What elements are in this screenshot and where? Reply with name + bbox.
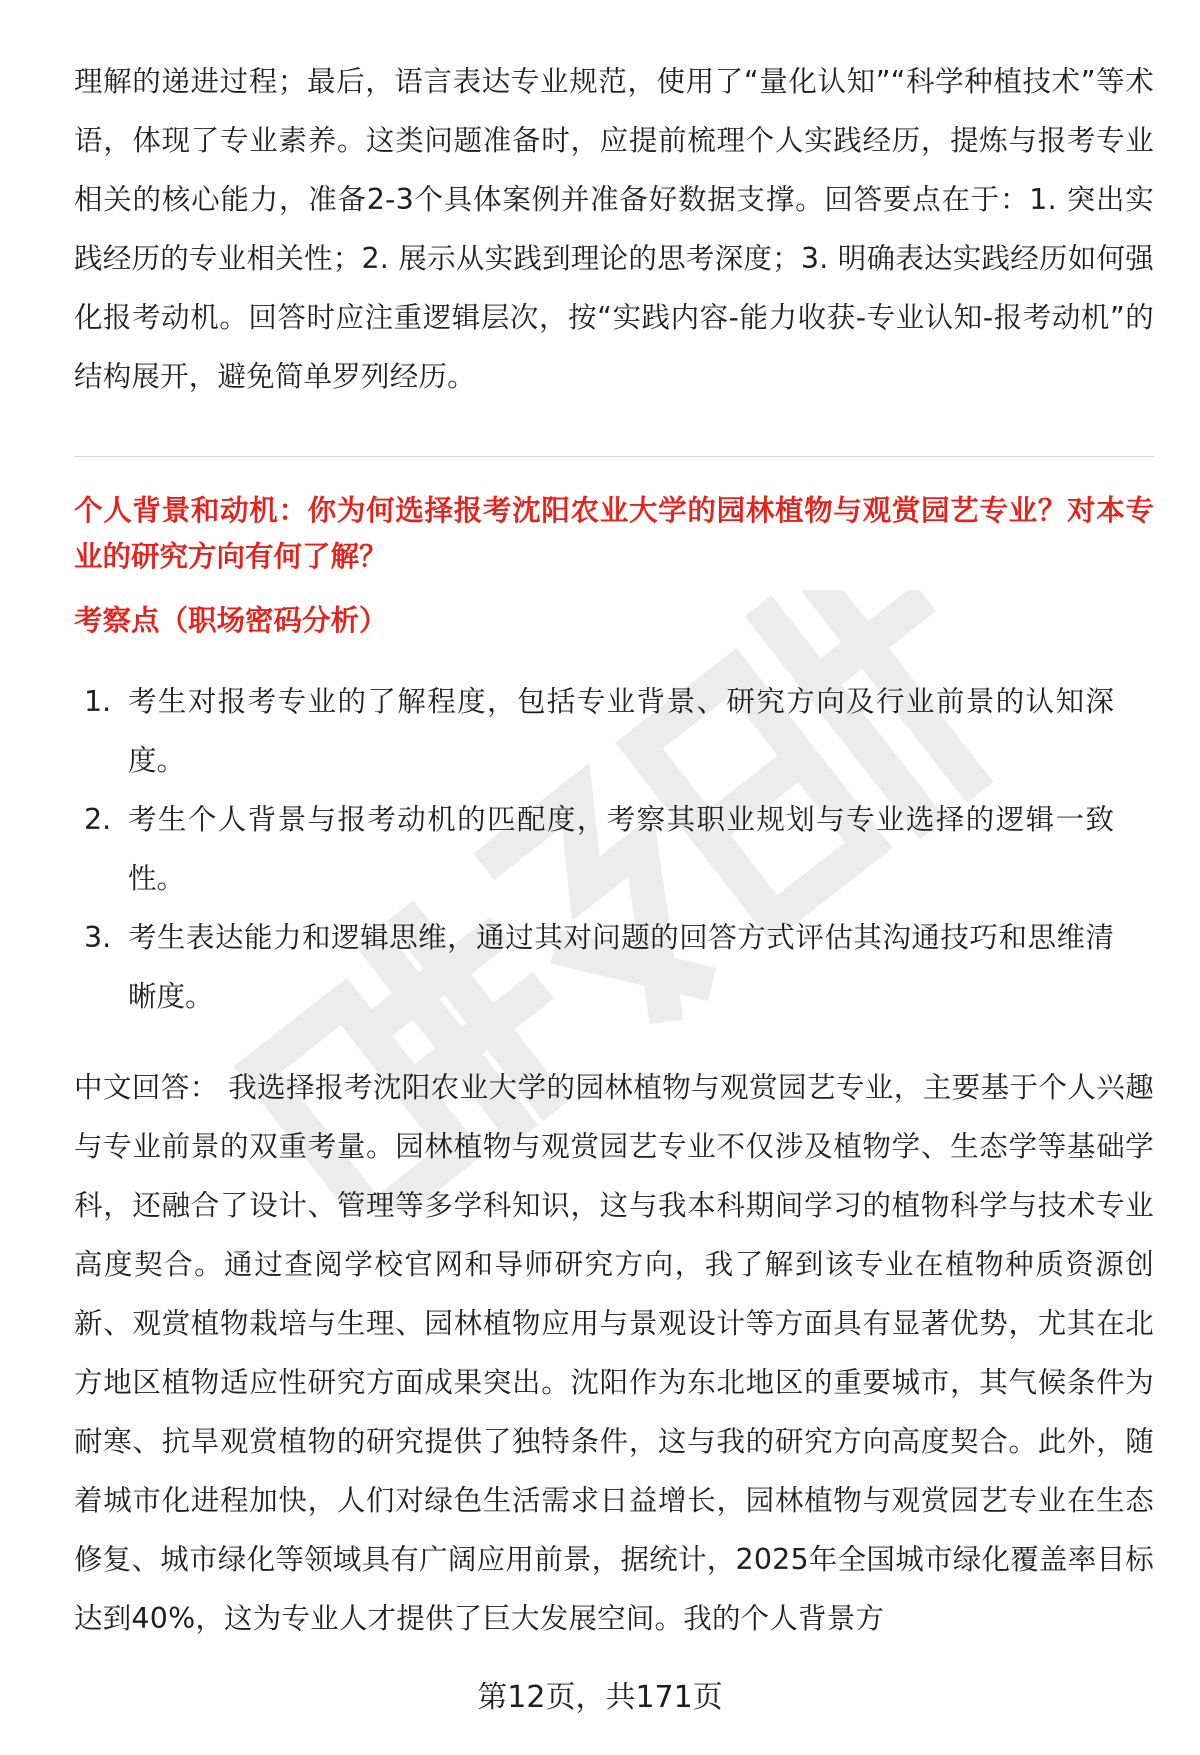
list-item [74, 790, 1114, 908]
list-item [74, 672, 1114, 790]
list-item-text: 考生对报考专业的了解程度，包括专业背景、研究方向及行业前景的认知深度。 [128, 685, 1114, 777]
question-heading: 个人背景和动机：你为何选择报考沈阳农业大学的园林植物与观赏园艺专业？对本专业的研究方向有何了解？ [74, 494, 1154, 573]
answer-paragraph: 中文回答： 我选择报考沈阳农业大学的园林植物与观赏园艺专业，主要基于个人兴趣与专业前景的双重考量。园林植物与观赏园艺专业不仅涉及植物学、生态学等基础学科，还融合了设计、管理等多学科知识，这与我本科期间学习的植物科学与技术专业高度契合。通过查阅学校官网和导师研究方向，我了解到该专业在植物种质资源创新、观赏植物栽培与生理、园林植物应用与景观设计等方面具有显著优势，尤其在北方地区植物适应性研究方面成果突出。沈阳作为东北地区的重要城市，其气候条件为耐寒、抗旱观赏植物的研究提供了独特条件，这与我的研究方向高度契合。此外，随着城市化进程加快，人们对绿色生活需求日益增长，园林植物与观赏园艺专业在生态修复、城市绿化等领域具有广阔应用前景，据统计，2025年全国城市绿化覆盖率目标达到40%，这为专业人才提供了巨大发展空间。我的个人背景方 [74, 1071, 1154, 1635]
document-page [74, 0, 1154, 1755]
list-item-text: 考生个人背景与报考动机的匹配度，考察其职业规划与专业选择的逻辑一致性。 [128, 803, 1114, 895]
intro-paragraph: 理解的递进过程；最后，语言表达专业规范，使用了“量化认知”“科学种植技术”等术语，体现了专业素养。这类问题准备时，应提前梳理个人实践经历，提炼与报考专业相关的核心能力，准备2-3个具体案例并准备好数据支撑。回答要点在于：1. 突出实践经历的专业相关性；2. 展示从实践到理论的思考深度；3. 明确表达实践经历如何强化报考动机。回答时应注重逻辑层次，按“实践内容-能力收获-专业认知-报考动机”的结构展开，避免简单罗列经历。 [74, 65, 1154, 393]
examination-points-list [74, 672, 1114, 1026]
list-item-number: 1. [84, 685, 112, 718]
examination-heading: 考察点（职场密码分析） [74, 604, 388, 637]
list-item [74, 908, 1114, 1026]
page-footer: 第12页，共171页 [477, 1680, 723, 1715]
list-item-text: 考生表达能力和逻辑思维，通过其对问题的回答方式评估其沟通技巧和思维清晰度。 [128, 921, 1114, 1013]
list-item-number: 3. [84, 921, 112, 954]
list-item-number: 2. [84, 803, 112, 836]
section-divider [74, 456, 1154, 457]
